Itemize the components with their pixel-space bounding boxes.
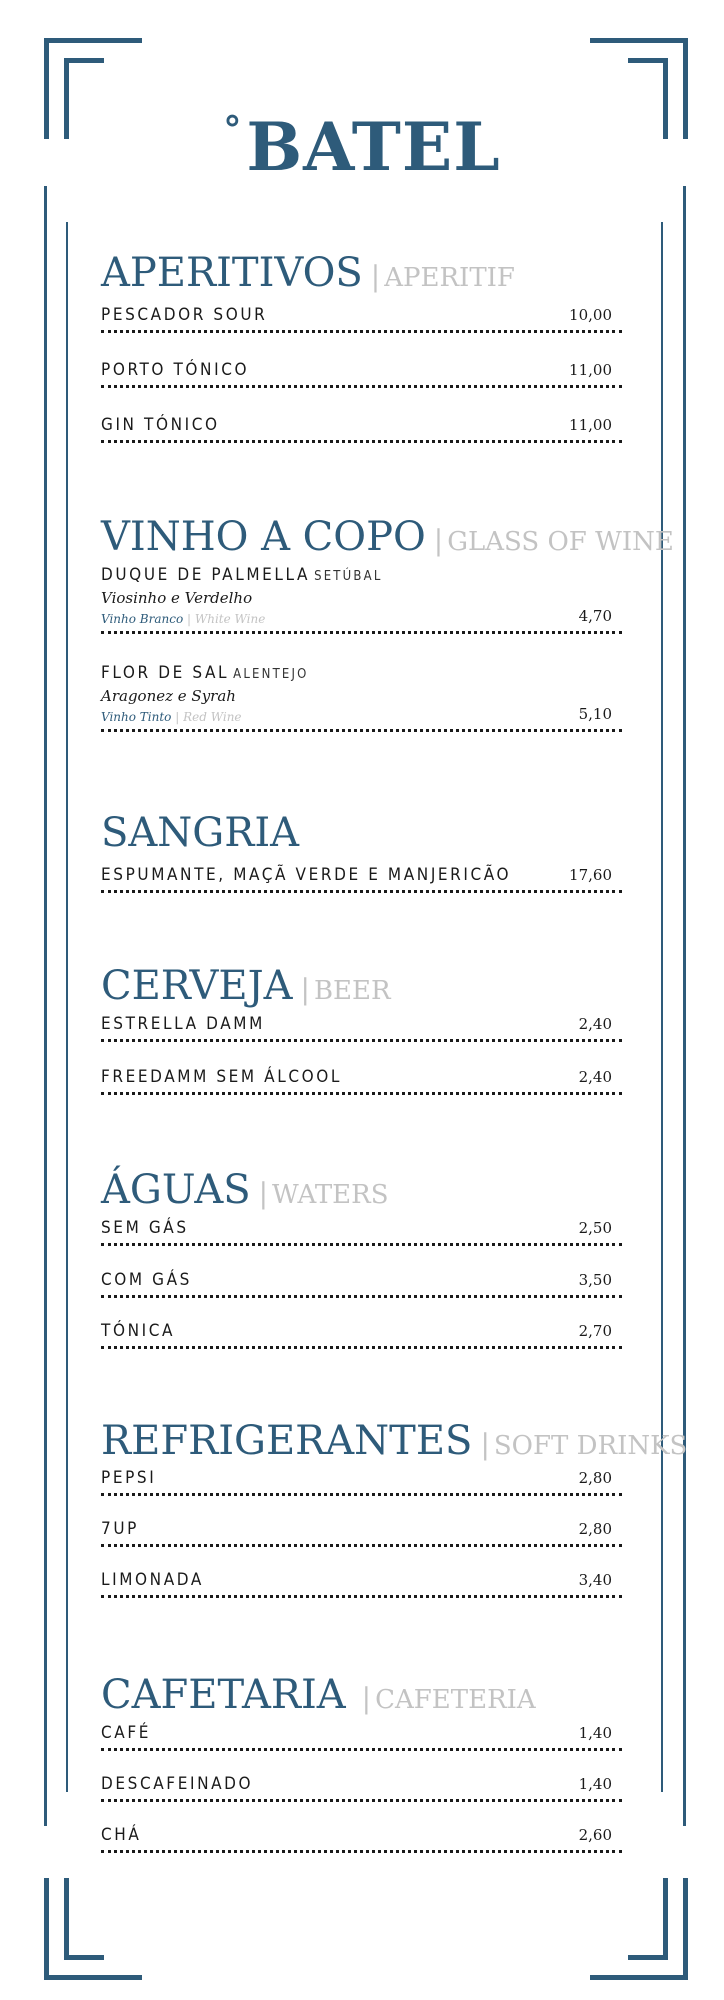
wine-type-pt: Vinho Branco — [101, 612, 184, 626]
section-title-en: CAFETERIA — [375, 1685, 536, 1715]
wine-name: FLOR DE SAL — [101, 663, 230, 683]
section-title-en: WATERS — [272, 1180, 389, 1210]
dotted-leader — [101, 440, 622, 443]
wine-name: DUQUE DE PALMELLA — [101, 565, 311, 585]
menu-item — [101, 992, 622, 1042]
item-price: 11,00 — [569, 361, 612, 379]
section-title-en: APERITIF — [384, 263, 515, 293]
item-name: GIN TÓNICO — [101, 415, 220, 435]
dotted-leader — [101, 1493, 622, 1496]
dotted-leader — [101, 1039, 622, 1042]
dotted-leader — [101, 330, 622, 333]
wine-grapes: Viosinho e Verdelho — [101, 589, 253, 607]
wine-type — [101, 612, 265, 626]
item-price: 4,70 — [578, 607, 612, 625]
section-separator: | — [480, 1428, 490, 1461]
item-price: 11,00 — [569, 416, 612, 434]
corner-top-left — [44, 38, 142, 43]
dotted-leader — [101, 729, 622, 732]
section-separator: | — [300, 973, 310, 1006]
corner-bottom-left — [44, 1878, 49, 1980]
dotted-leader — [101, 1748, 622, 1751]
corner-bottom-left — [64, 1878, 69, 1960]
corner-bottom-left — [44, 1975, 142, 1980]
wine-type-sep: | — [175, 710, 180, 724]
menu-item — [101, 1045, 622, 1095]
item-price: 3,40 — [578, 1571, 612, 1589]
border-right-outer — [683, 186, 686, 1826]
item-name — [101, 663, 309, 683]
menu-item — [101, 283, 622, 333]
item-name: SEM GÁS — [101, 1218, 189, 1238]
wine-item — [101, 557, 622, 634]
item-price: 5,10 — [578, 705, 612, 723]
section-separator: | — [370, 260, 381, 293]
dotted-leader — [101, 1544, 622, 1547]
section-title-pt: CAFETARIA — [101, 1672, 346, 1718]
item-name: DESCAFEINADO — [101, 1774, 254, 1794]
item-name: ESPUMANTE, MAÇÃ VERDE E MANJERICÃO — [101, 865, 512, 885]
item-price: 2,50 — [578, 1219, 612, 1237]
section-title — [101, 514, 674, 560]
dotted-leader — [101, 890, 622, 893]
item-name: PEPSI — [101, 1468, 157, 1488]
section-title-en: SOFT DRINKS — [493, 1431, 688, 1461]
section-title-pt: APERITIVOS — [101, 250, 363, 296]
menu-item — [101, 1248, 622, 1298]
wine-region: SETÚBAL — [314, 569, 383, 584]
dotted-leader — [101, 385, 622, 388]
section-title-pt: SANGRIA — [101, 810, 300, 856]
wine-type — [101, 710, 242, 724]
wine-region: ALENTEJO — [233, 667, 309, 682]
item-name: TÓNICA — [101, 1321, 176, 1341]
item-price: 10,00 — [569, 306, 612, 324]
item-name: ESTRELLA DAMM — [101, 1014, 265, 1034]
item-price: 17,60 — [569, 866, 612, 884]
section-separator: | — [258, 1177, 269, 1210]
border-left-outer — [44, 186, 47, 1826]
section-title-en: GLASS OF WINE — [447, 527, 674, 557]
section-separator: | — [433, 524, 444, 557]
item-name: CAFÉ — [101, 1723, 152, 1743]
wine-item — [101, 655, 622, 732]
item-price: 2,40 — [578, 1068, 612, 1086]
section-title-en: BEER — [313, 976, 391, 1006]
dotted-leader — [101, 1346, 622, 1349]
menu-item — [101, 1497, 622, 1547]
menu-item — [101, 1446, 622, 1496]
corner-bottom-right — [590, 1975, 688, 1980]
menu-item — [101, 1701, 622, 1751]
item-price: 2,70 — [578, 1322, 612, 1340]
brand-degree: ° — [223, 109, 243, 151]
brand-logo — [0, 108, 724, 186]
corner-bottom-left — [64, 1955, 104, 1960]
border-right-inner — [661, 222, 663, 1792]
wine-type-en: Red Wine — [183, 710, 242, 724]
item-name — [101, 565, 383, 585]
section-separator: | — [361, 1682, 372, 1715]
dotted-leader — [101, 1243, 622, 1246]
item-name: LIMONADA — [101, 1570, 204, 1590]
dotted-leader — [101, 1799, 622, 1802]
menu-item — [101, 1752, 622, 1802]
dotted-leader — [101, 631, 622, 634]
item-name: FREEDAMM SEM ÁLCOOL — [101, 1067, 343, 1087]
item-name: PORTO TÓNICO — [101, 360, 250, 380]
border-left-inner — [66, 222, 68, 1792]
item-name: 7UP — [101, 1519, 139, 1539]
item-price: 1,40 — [578, 1724, 612, 1742]
item-name: PESCADOR SOUR — [101, 305, 268, 325]
item-price: 2,80 — [578, 1520, 612, 1538]
section-title-pt: CERVEJA — [101, 963, 293, 1009]
corner-bottom-right — [628, 1955, 668, 1960]
wine-type-pt: Vinho Tinto — [101, 710, 172, 724]
corner-bottom-right — [663, 1878, 668, 1960]
dotted-leader — [101, 1595, 622, 1598]
corner-top-left — [64, 58, 104, 63]
item-name: CHÁ — [101, 1825, 142, 1845]
dotted-leader — [101, 1850, 622, 1853]
item-price: 2,80 — [578, 1469, 612, 1487]
section-title-pt: REFRIGERANTES — [101, 1418, 473, 1464]
corner-top-right — [590, 38, 688, 43]
corner-top-right — [628, 58, 668, 63]
wine-type-sep: | — [187, 612, 192, 626]
item-price: 1,40 — [578, 1775, 612, 1793]
dotted-leader — [101, 1295, 622, 1298]
item-price: 2,60 — [578, 1826, 612, 1844]
item-name: COM GÁS — [101, 1270, 192, 1290]
wine-type-en: White Wine — [194, 612, 266, 626]
section-title-pt: VINHO A COPO — [101, 514, 426, 560]
menu-item — [101, 1548, 622, 1598]
menu-item — [101, 843, 622, 893]
menu-item — [101, 338, 622, 388]
section-title-pt: ÁGUAS — [101, 1167, 251, 1213]
item-price: 2,40 — [578, 1015, 612, 1033]
menu-item — [101, 1196, 622, 1246]
menu-item — [101, 1299, 622, 1349]
corner-bottom-right — [683, 1878, 688, 1980]
dotted-leader — [101, 1092, 622, 1095]
brand-name: BATEL — [246, 108, 501, 186]
menu-item — [101, 1803, 622, 1853]
item-price: 3,50 — [578, 1271, 612, 1289]
wine-grapes: Aragonez e Syrah — [101, 687, 236, 705]
menu-item — [101, 393, 622, 443]
